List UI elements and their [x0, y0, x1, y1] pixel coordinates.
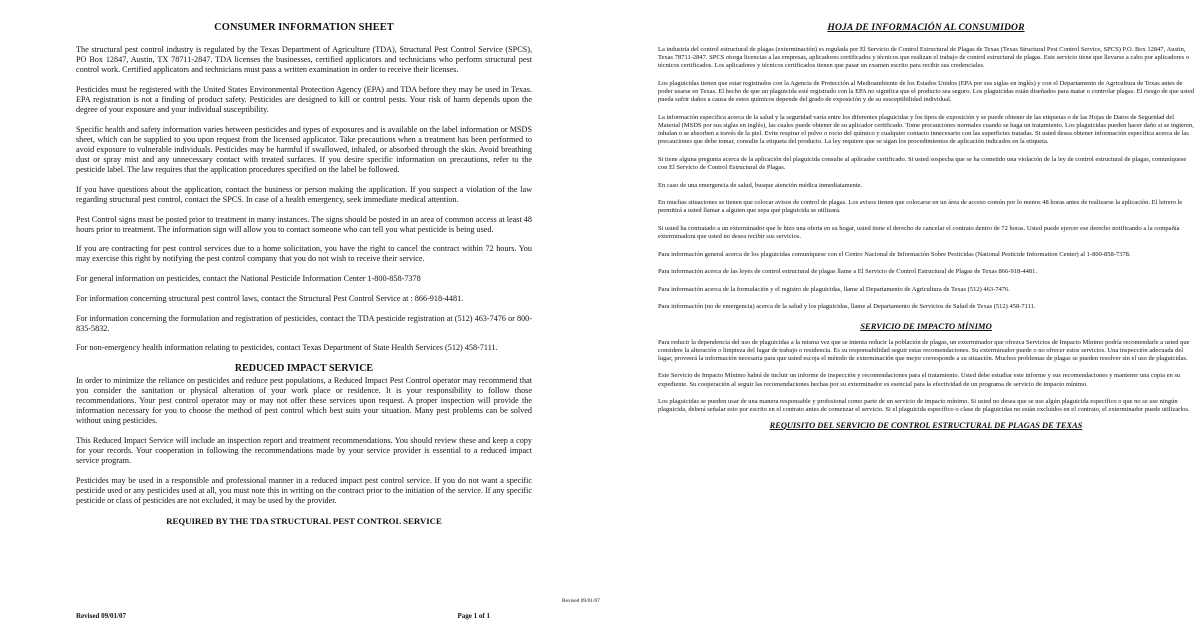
page-title: HOJA DE INFORMACIÓN AL CONSUMIDOR	[827, 22, 1025, 33]
revised-date: Revised 09/01/07	[562, 598, 600, 604]
english-page	[0, 0, 590, 628]
paragraph: En muchas situaciones se tienen que colocar avisos de control de plagas. Los avisos tienen que colocarse en un área de acceso común por lo menos 48 horas antes de realizarse la aplicación. El letrero le permitirá a usted llamar a alguien que sepa qué plaguicida se utilizará.	[658, 199, 1183, 215]
paragraph: For information concerning the formulation and registration of pesticides, contact the TDA pesticide registration at (512) 463-7476 or 800-835-5832.	[76, 313, 532, 333]
paragraph: Si tiene alguna pregunta acerca de la aplicación del plaguicida consulte al aplicador certificado. Si usted sospecha que se ha cometido una violación de la ley de control estructural de plagas, comuníquese con El Servicio de Control Estructural de Plagas.	[658, 155, 1187, 172]
paragraph: Para información general acerca de los plaguicidas comuníquese con el Centro Nacional de Información Sobre Pesticidas (National Pesticide Information Center) al 1-800-858-7378.	[658, 250, 1131, 258]
paragraph: Pesticides may be used in a responsible and professional manner in a reduced impact pest control service. If you do not want a specific pesticide used or any pesticides used at all, you must note this in writing on the contract prior to the initiation of the service. If any specific pesticide or class of pesticides are not excluded, it may be used by the provider.	[76, 475, 532, 506]
page-number: Page 1 of 1	[457, 612, 490, 620]
paragraph: Specific health and safety information varies between pesticides and types of exposures and is available on the label information or MSDS sheet, which can be supplied to you upon request from the licensed applicator. Take precautions when a treatment has been performed to avoid exposure to vulnerable individuals. Pesticides may be harmful if swallowed, inhaled, or absorbed through the skin. Avoid breathing dust or spray mist and any unnecessary contact with treated surfaces. If you desire specific information on precautions, refer to the pesticide label. The law requires that the application procedures specified on the label be followed.	[76, 124, 532, 175]
paragraph: Para información (no de emergencia) acerca de la salud y los plaguicidas, llame al Departamento de Servicios de Salud de Texas (512) 458-7111.	[658, 303, 1036, 311]
paragraph: Para información acerca de las leyes de control estructural de plagas llame a El Servicio de Control Estructural de Plagas de Texas 866-918-4481.	[658, 268, 1038, 276]
paragraph: Este Servicio de Impacto Mínimo habrá de incluir un informe de inspección y recomendaciones para el tratamiento. Usted debe estudiar este informe y sus recomendaciones y mantener una copia en su expediente. Su cooperación al seguir las recomendaciones hechas por su exterminador es esencial para la efectividad de un programa de servicio de impacto mínimo.	[658, 372, 1181, 388]
paragraph: Si usted ha contratado a un exterminador que le hizo una oferta en su hogar, usted tiene el derecho de cancelar el contrato dentro de 72 horas. Usted puede ejercer ese derecho notificando a la compañía exterminadora que usted no desea recibir sus servicios.	[658, 224, 1180, 241]
paragraph: For information concerning structural pest control laws, contact the Structural Pest Control Service at : 866-918-4481.	[76, 293, 464, 303]
paragraph: Pesticides must be registered with the United States Environmental Protection Agency (EPA) and TDA before they may be used in Texas. EPA registration is not a finding of product safety. Pesticides are designed to kill or control pests. Your risk of harm depends upon the degree of your exposure and your individual susceptibility.	[76, 84, 532, 115]
section-title: SERVICIO DE IMPACTO MÍNIMO	[860, 320, 992, 331]
english-paragraphs	[76, 45, 532, 353]
paragraph: If you have questions about the application, contact the business or person making the application. If you suspect a violation of the law regarding structural pest control, contact the SPCS. In case of a health emergency, seek immediate medical attention.	[76, 184, 532, 204]
section-title: REDUCED IMPACT SERVICE	[234, 363, 374, 374]
spanish-paragraphs	[658, 46, 1194, 311]
paragraph: In order to minimize the reliance on pesticides and reduce pest populations, a Reduced Impact Pest Control operator may recommend that you consider the sanitation or physical alteration of your work place or residence. It is your responsibility to follow those recommendations. Your pest control operator may or may not offer these services upon request. A proper inspection will provide the information necessary for you to choose the method of pest control which best suits your situation. Many pest problems can be solved without using pesticides.	[76, 376, 532, 426]
paragraph: Los plaguicidas tienen que estar registrados con la Agencia de Protección al Medioambiente de los Estados Unidos (EPA por sus siglas en inglés) y con el Departamento de Agricultura de Texas antes de poder usarse en Texas. El hecho de que un plaguicida esté registrado con la EPA no significa que el producto sea seguro. Los plaguicidas están diseñados para matar o controlar plagas. El riesgo de que usted pueda sufrir daños a causa de estos químicos depende del grado de exposición y de su susceptibilidad individual.	[658, 79, 1194, 104]
paragraph: The structural pest control industry is regulated by the Texas Department of Agriculture (TDA), Structural Pest Control Service (SPCS), PO Box 12847, Austin, TX 78711-2847. TDA licenses the businesses, certified applicators and technicians who perform structural pest control work. Certified applicators and technicians must pass a written examination in order to receive their licenses.	[76, 45, 532, 75]
reduced-impact-paragraphs	[658, 339, 1194, 415]
paragraph: If you are contracting for pest control services due to a home solicitation, you have the right to cancel the contract within 72 hours. You may exercise this right by notifying the pest control company that you do not wish to receive their service.	[76, 244, 532, 264]
page-title: CONSUMER INFORMATION SHEET	[214, 22, 394, 33]
paragraph: En caso de una emergencia de salud, busque atención médica inmediatamente.	[658, 181, 863, 189]
paragraph: This Reduced Impact Service will include an inspection report and treatment recommendations. You should review these and keep a copy for your records. Your cooperation in following the recommendations made by your service provider is essential to a reduced impact service program.	[76, 436, 532, 466]
spanish-page	[600, 0, 1200, 628]
reduced-impact-paragraphs	[76, 376, 532, 506]
paragraph: Pest Control signs must be posted prior to treatment in many instances. The signs should be posted in an area of common access at least 48 hours prior to treatment. The information sign will allow you to contact someone who can tell you what pesticide is being used.	[76, 214, 532, 234]
revised-date: Revised 09/01/07	[76, 612, 126, 620]
paragraph: La industria del control estructural de plagas (exterminación) es regulada por El Servicio de Control Estructural de Plagas de Texas (Texas Structural Pest Control Service, SPCS) P.O. Box 12847, Austin, Texas 78711-2847. SPCS otorga licencias a las empresas, aplicadores certificados y técnicos que realizan el trabajo de control estructural de plagas. Este servicio tiene que llevarse a cabo por aplicadores o técnicos certificados. Los aplicadores y técnicos certificados tienen que pasar un examen escrito para recibir sus credenciales.	[658, 46, 1190, 70]
required-by-notice: REQUISITO DEL SERVICIO DE CONTROL ESTRUCTURAL DE PLAGAS DE TEXAS	[769, 420, 1083, 430]
required-by-notice: REQUIRED BY THE TDA STRUCTURAL PEST CONTROL SERVICE	[166, 515, 442, 526]
paragraph: Los plaguicidas se pueden usar de una manera responsable y profesional como parte de un servicio de impacto mínimo. Si usted no desea que se use algún plaguicida específico o que no se use ningún plaguicida, deberá señalar esto por escrito en el contrato antes de comenzar el servicio. Si el plaguicida específico o clase de plaguicidas no están excluidos en el contrato, el exterminador puede utilizarlos.	[658, 398, 1190, 414]
paragraph: La información específica acerca de la salud y la seguridad varía entre los diferentes plaguicidas y los tipos de exposición y se puede obtener de las etiquetas o de las Hojas de Datos de Seguridad del Material (MSDS por sus siglas en inglés), las cuales puede obtener de su aplicador certificado. Tome precauciones normales cuando se haga un tratamiento. Los plaguicidas pueden hacer daño si se ingieren, inhalan o se absorben a través de la piel. Evite respirar el polvo o rocío del químico y cualquier contacto innecesario con las superficies tratadas. Si usted desea obtener información específica acerca de las precauciones que debe tomar, consulte la etiqueta del producto. La ley requiere que se sigan los procedimientos de aplicación indicados en la etiqueta.	[658, 113, 1194, 146]
paragraph: Para reducir la dependencia del uso de plaguicidas a la misma vez que se intenta reducir la población de plagas, un exterminador que ofrezca Servicios de Impacto Mínimo podría recomendarle a usted que considere la alteración o limpieza del lugar de trabajo o residencia. Es su responsabilidad seguir estas recomendaciones. Su exterminador puede o no ofrecer estos servicios. Una inspección adecuada del lugar, proveerá la información necesaria para que usted escoja el método de exterminación que mejor corresponde a su situación. Muchos problemas de plagas se pueden resolver sin el uso de plaguicidas.	[658, 338, 1190, 362]
paragraph: For non-emergency health information relating to pesticides, contact Texas Department of State Health Services (512) 458-7111.	[76, 343, 498, 353]
paragraph: For general information on pesticides, contact the National Pesticide Information Center 1-800-858-7378	[76, 274, 421, 284]
paragraph: Para información acerca de la formulación y el registro de plaguicidas, llame al Departamento de Agricultura de Texas (512) 463-7476.	[658, 285, 1010, 293]
